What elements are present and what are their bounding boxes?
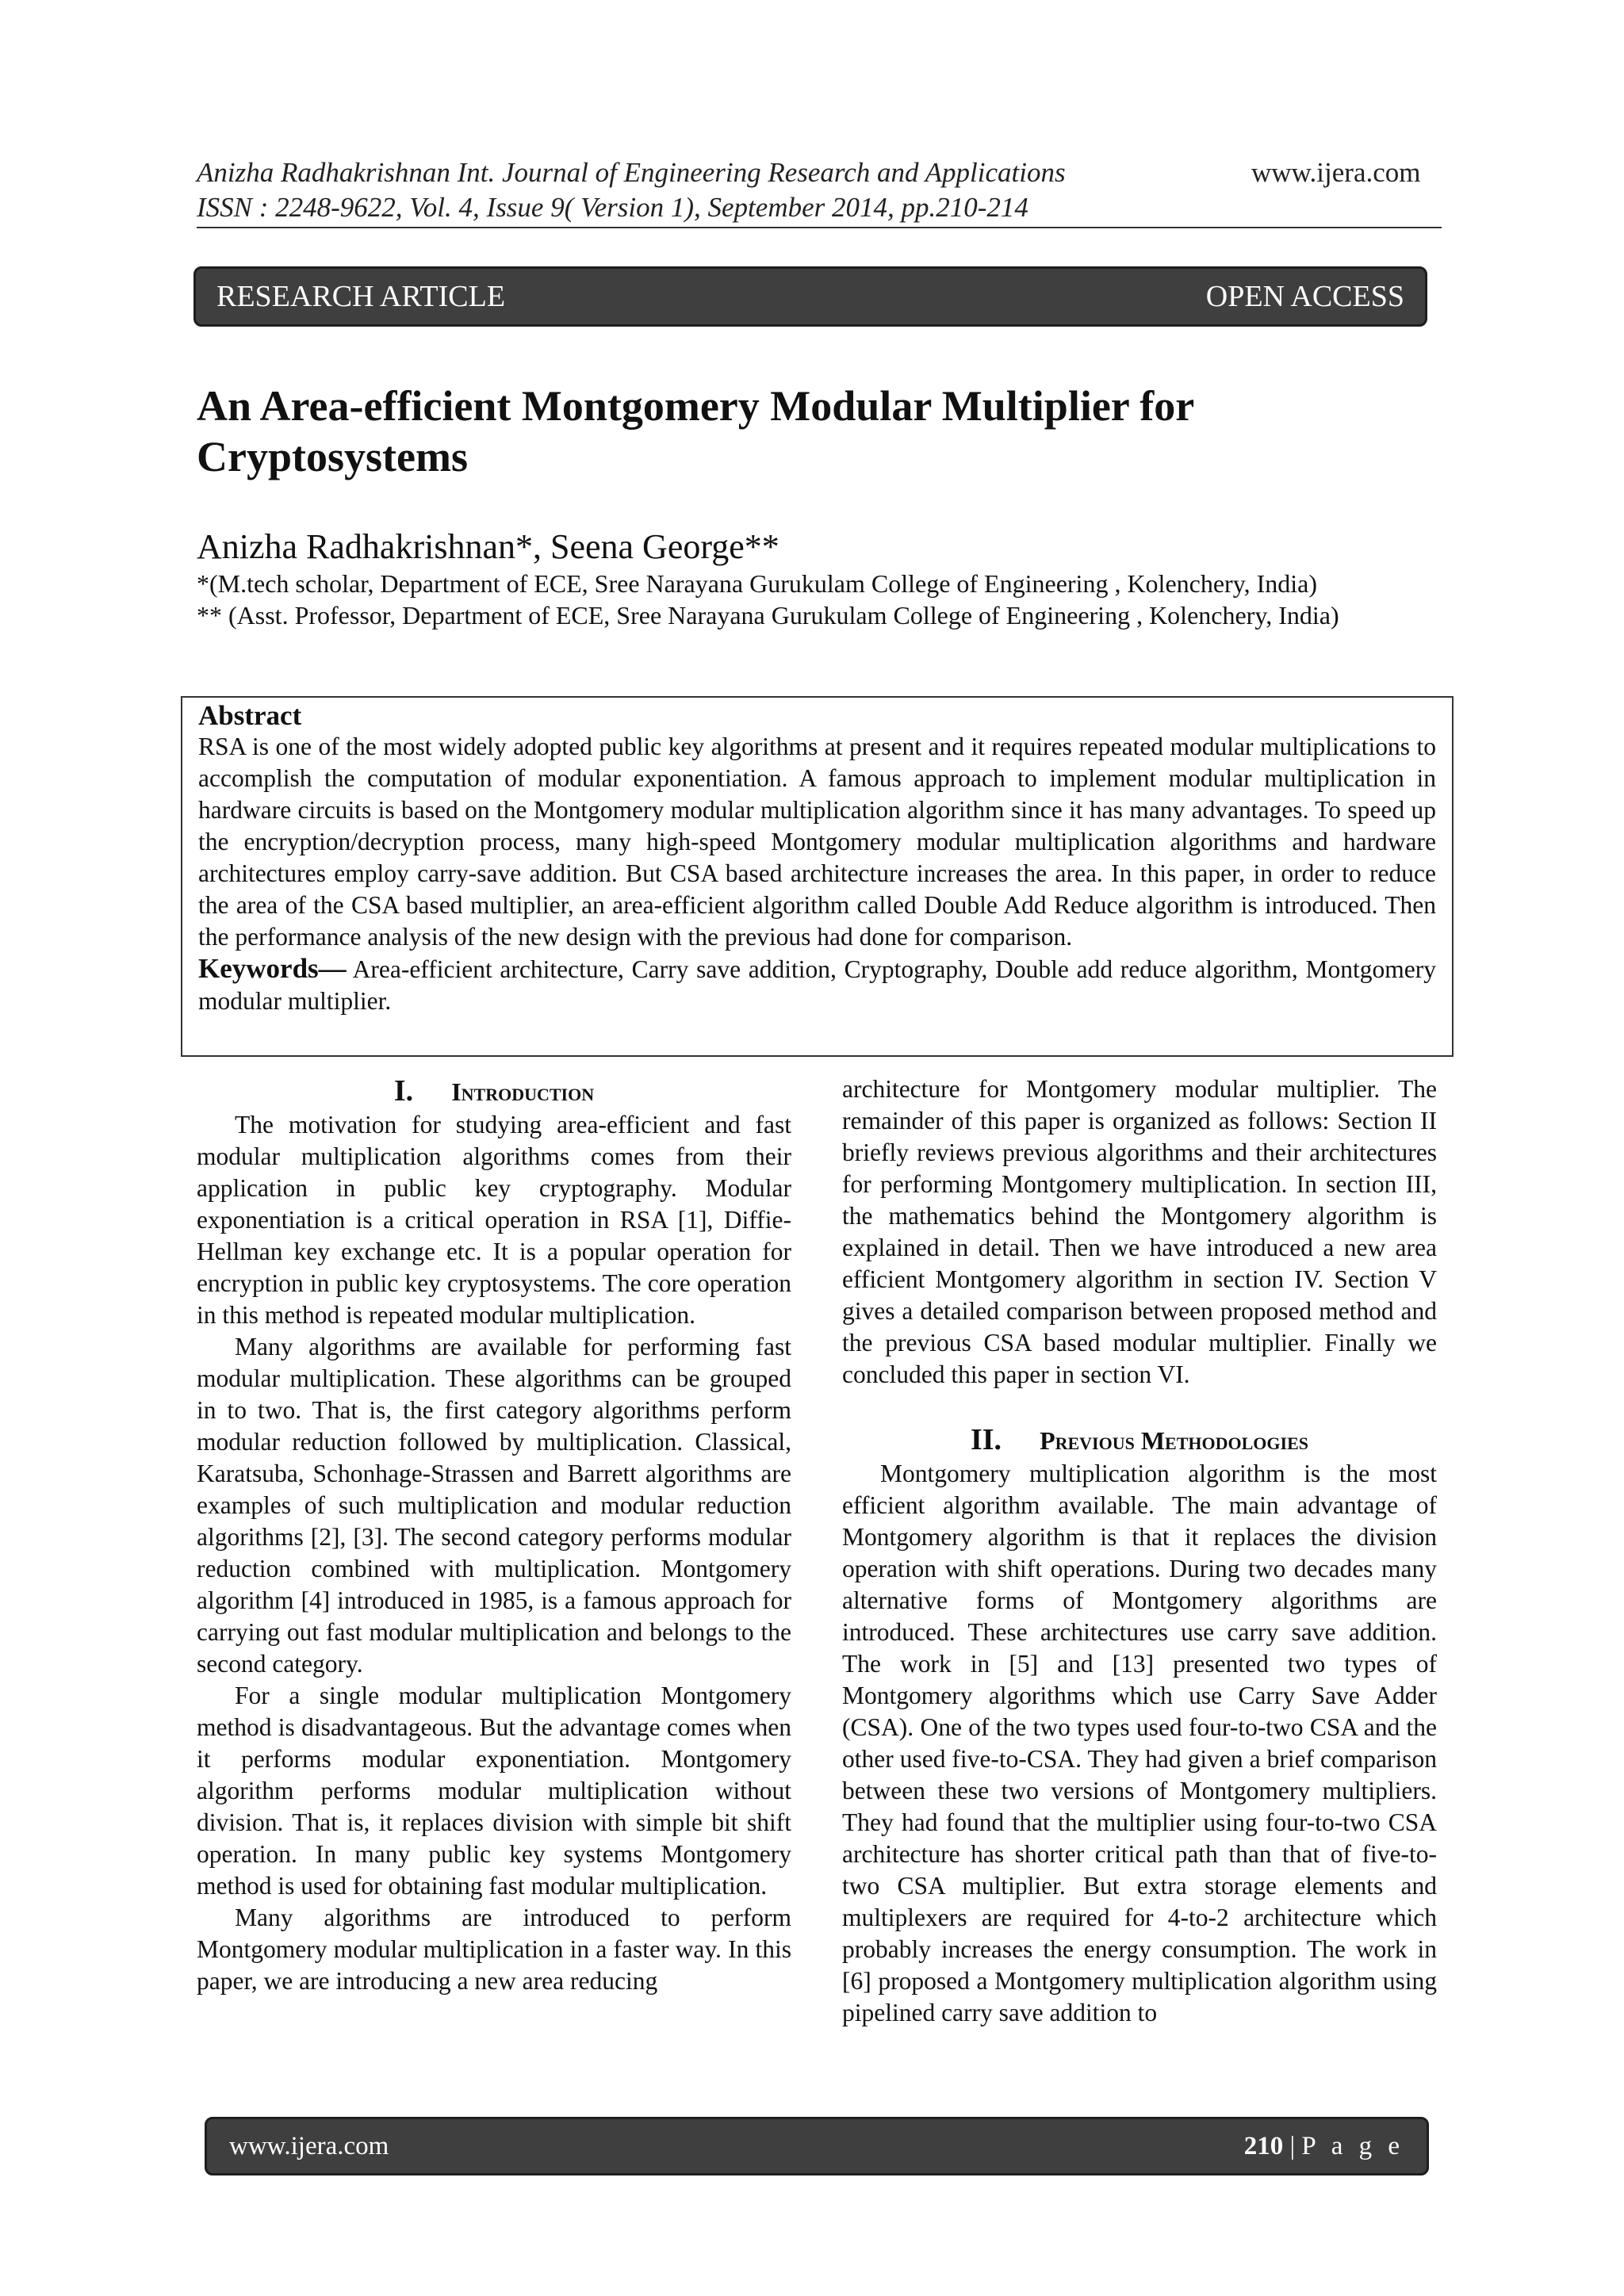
header-website: www.ijera.com — [1251, 157, 1421, 188]
section2-title: Previous Methodologies — [1040, 1426, 1308, 1455]
page-label: P a g e — [1301, 2131, 1404, 2160]
abstract-heading: Abstract — [198, 700, 302, 731]
open-access-label: OPEN ACCESS — [1205, 280, 1404, 313]
intro-paragraph-1: The motivation for studying area-efficient and fast modular multiplication algorithms comes from their application in public key cryptography. Modular exponentiation is a critical operation in RSA [1], Diffie- Hellman key exchange etc. It is a popular operation for encryption in public key cryptosystems. The core operation in this method is repeated modular multiplication. — [197, 1111, 791, 1329]
affiliation-1: *(M.tech scholar, Department of ECE, Sree Narayana Gurukulam College of Engineering , Kolenchery, India) — [197, 569, 1318, 598]
header-rule — [197, 227, 1442, 228]
intro-paragraph-2: Many algorithms are available for performing fast modular multiplication. These algorithms can be grouped in to two. That is, the first category algorithms perform modular reduction followed by multiplication. Classical, Karatsuba, Schonhage-Strassen and Barrett algorithms are examples of such multiplication and modular reduction algorithms [2], [3]. The second category performs modular reduction combined with multiplication. Montgomery algorithm [4] introduced in 1985, is a famous approach for carrying out fast modular multiplication and belongs to the second category. — [197, 1333, 791, 1678]
section2-heading — [842, 1422, 1437, 1458]
issn-line: ISSN : 2248-9622, Vol. 4, Issue 9( Version 1), September 2014, pp.210-214 — [197, 192, 1028, 223]
section2-paragraph-1: Montgomery multiplication algorithm is the most efficient algorithm available. The main advantage of Montgomery algorithm is that it replaces the division operation with shift operations. During two decades many alternative forms of Montgomery algorithms are introduced. These architectures use carry save addition. The work in [5] and [13] presented two types of Montgomery algorithms which use Carry Save Adder (CSA). One of the two types used four-to-two CSA and the other used five-to-CSA. They had given a brief comparison between these two versions of Montgomery multipliers. They had found that the multiplier using four-to-two CSA architecture has shorter critical path than that of five-to-two CSA multiplier. But extra storage elements and multiplexers are required for 4-to-2 architecture which probably increases the energy consumption. The work in [6] proposed a Montgomery multiplication algorithm using pipelined carry save addition to — [842, 1460, 1437, 2026]
section1-heading — [197, 1073, 791, 1109]
affiliation-2: ** (Asst. Professor, Department of ECE, Sree Narayana Gurukulam College of Engineering , Kolenchery, India) — [197, 601, 1339, 629]
paper-title-line1: An Area-efficient Montgomery Modular Multiplier for — [197, 382, 1195, 430]
research-article-label: RESEARCH ARTICLE — [216, 280, 506, 313]
journal-line: Anizha Radhakrishnan Int. Journal of Engineering Research and Applications — [197, 157, 1066, 188]
section1-number: I. — [393, 1074, 414, 1108]
abstract-box — [181, 696, 1454, 1057]
left-column — [197, 1073, 791, 1997]
intro-paragraph-3: For a single modular multiplication Montgomery method is disadvantageous. But the advantage comes when it performs modular exponentiation. Montgomery algorithm performs modular multiplication without division. That is, it replaces division with simple bit shift operation. In many public key systems Montgomery method is used for obtaining fast modular multiplication. — [197, 1682, 791, 1900]
page-separator: | — [1283, 2131, 1302, 2160]
page-indicator — [1244, 2132, 1404, 2161]
right-column — [842, 1073, 1437, 2029]
keywords-dash: — — [318, 953, 347, 984]
abstract-text: RSA is one of the most widely adopted public key algorithms at present and it requires repeated modular multiplications to accomplish the computation of modular exponentiation. A famous approach to implement modular multiplication in hardware circuits is based on the Montgomery modular multiplication algorithm since it has many advantages. To speed up the encryption/decryption process, many high-speed Montgomery modular multiplication algorithms and hardware architectures employ carry-save addition. But CSA based architecture increases the area. In this paper, in order to reduce the area of the CSA based multiplier, an area-efficient algorithm called Double Add Reduce algorithm is introduced. Then the performance analysis of the new design with the previous had done for comparison. — [198, 733, 1436, 951]
intro-paragraph-4-continued: architecture for Montgomery modular multiplier. The remainder of this paper is organized as follows: Section II briefly reviews previous algorithms and their architectures for performing Montgomery multiplication. In section III, the mathematics behind the Montgomery algorithm is explained in detail. Then we have introduced a new area efficient Montgomery algorithm in section IV. Section V gives a detailed comparison between proposed method and the previous CSA based modular multiplier. Finally we concluded this paper in section VI. — [842, 1075, 1437, 1388]
page-footer — [205, 2117, 1429, 2175]
footer-website: www.ijera.com — [229, 2131, 389, 2160]
intro-paragraph-4: Many algorithms are introduced to perform Montgomery modular multiplication in a faster way. In this paper, we are introducing a new area reducing — [197, 1904, 791, 1995]
paper-authors: Anizha Radhakrishnan*, Seena George** — [197, 527, 779, 566]
keywords — [198, 953, 1436, 1017]
keywords-text: Area-efficient architecture, Carry save addition, Cryptography, Double add reduce algorithm, Montgomery modular multiplier. — [198, 955, 1436, 1015]
paper-title-line2: Cryptosystems — [197, 433, 468, 480]
section2-number: II. — [970, 1423, 1002, 1456]
article-banner — [193, 266, 1427, 327]
page-number: 210 — [1243, 2131, 1284, 2160]
section1-title: Introduction — [451, 1077, 595, 1106]
keywords-label: Keywords — [198, 953, 319, 984]
